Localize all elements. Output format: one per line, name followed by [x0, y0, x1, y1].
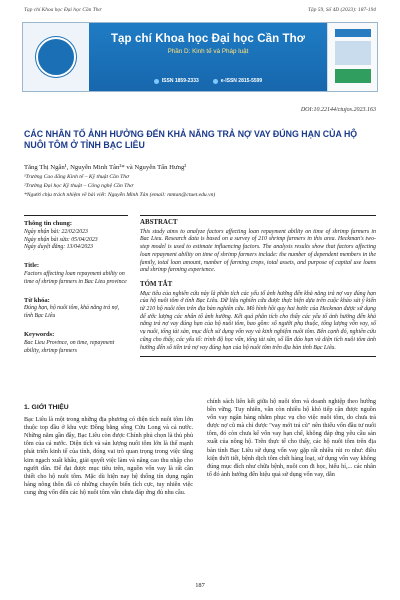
- divider: [140, 356, 376, 357]
- authors: Tăng Thị Ngân¹, Nguyễn Minh Tân²* và Nguyễn Tấn Hưng²: [24, 164, 187, 171]
- tom-tat-text: Mục tiêu của nghiên cứu này là phân tích các yếu tố ảnh hưởng đến khả năng trả nợ vay đúng hạn của hộ nuôi tôm ở tỉnh Bạc Liêu. Dữ liệu nghiên cứu được thực hiện dựa trên cuộc khảo sát ý kiến từ 210 hộ nuôi tôm trên địa bàn nghiên cứu. Mô hình hồi quy hai bước của Heckman được sử dụng để ước lượng các nhân tố ảnh hưởng. Kết quả phân tích cho thấy các yếu tố ảnh hưởng đến khả năng trả nợ vay đúng hạn của hộ nuôi tôm, bao gồm: số người phụ thuộc, tổng lượng vốn vay, số vụ nuôi, tổng tài sản, mục đích sử dụng vốn vay và kinh nghiệm nuôi tôm. Bên cạnh đó, nghiên cứu cũng cho thấy, các yếu tố: trình độ học vấn, tổng tài sản, số lần đáo hạn và diện tích nuôi tôm ảnh hưởng đến số tiền trả nợ vay đúng hạn của hộ nuôi tôm trên địa bàn tỉnh Bạc Liêu.: [140, 290, 376, 351]
- article-info-sidebar: [24, 215, 128, 355]
- body-column-right: [207, 398, 376, 497]
- issn-dot-icon: [213, 79, 218, 84]
- abstract-column: [140, 215, 376, 357]
- revised-date: Ngày nhận bài sửa: 05/04/2023: [24, 236, 98, 243]
- running-head-journal: Tạp chí Khoa học Đại học Cần Thơ: [24, 7, 102, 13]
- divider: [140, 215, 376, 216]
- running-head: [24, 7, 376, 17]
- issn-dot-icon: [154, 79, 159, 84]
- issn-online: e-ISSN 2815-5599: [213, 78, 262, 84]
- logo-box: [23, 23, 89, 91]
- cover-footer-band: [335, 69, 371, 83]
- body-text: [24, 398, 376, 497]
- issn-bar: [109, 76, 307, 86]
- cover-header-band: [335, 29, 371, 37]
- running-head-volume: Tập 59, Số 4D (2023): 187-194: [308, 7, 376, 13]
- intro-paragraph-2: chính sách liên kết giữa hộ nuôi tôm và doanh nghiệp theo hướng bền vững. Tuy nhiên, vẫn còn nhiều hộ khó tiếp cận được nguồn vốn vay ngân hàng nhằm phục vụ cho việc nuôi tôm, do chưa trả được nợ cũ mà chỉ được "vay mới trả cũ" nên thiếu vốn đầu tư nuôi tôm, đó còn chưa kể vốn vay hạn chế, không đáp ứng yêu cầu sản xuất của nông hộ. Trên thực tế cho thấy, các hộ nuôi tôm trên địa bàn tỉnh Bạc Liêu sử dụng vốn vay gặp rất nhiều rủi ro như: điều kiện thời tiết, bệnh dịch tôm chết hàng loạt, sử dụng vốn vay không đúng mục đích như chữa bệnh, nuôi con đi học, hiếu hỉ,... các nhân tố đó ảnh hưởng đến hiệu quả sử dụng vốn vay, dẫn: [207, 398, 376, 478]
- corresponding-author: *Người chịu trách nhiệm về bài viết: Nguyễn Minh Tân (email: nmtan@ctuet.edu.vn): [24, 192, 216, 198]
- section-heading-intro: 1. GIỚI THIỆU: [24, 404, 69, 411]
- intro-paragraph-1: Bạc Liêu là một trong những địa phương có diện tích nuôi tôm lớn thuộc top đầu ở khu vực Đồng bằng sông Cửu Long và cả nước. Những năm gần đây, Bạc Liêu còn được Chính phủ chọn là thủ phủ tôm của cả nước. Diện tích và sản lượng nuôi tôm lớn là thế mạnh phát triển kinh tế của tỉnh, đóng vai trò quan trọng trong việc tăng kim ngạch xuất khẩu, giải quyết việc làm và nâng cao thu nhập cho người dân. Để đạt được mục tiêu trên, nguồn vốn vay là rất cần thiết cho hộ nuôi tôm. Mặc dù hiện nay hệ thống tín dụng ngân hàng nông thôn đã có những chuyển biến tích cực, tuy nhiên việc cung ứng vốn đến các hộ nuôi tôm vẫn chưa đáp ứng đủ nhu cầu.: [24, 416, 193, 496]
- keywords-en-label: Keywords:: [24, 330, 55, 338]
- abstract-heading: ABSTRACT: [140, 219, 178, 226]
- issn-print: ISSN 1859-2333: [154, 78, 199, 84]
- keywords-vi-label: Từ khóa:: [24, 296, 50, 304]
- accepted-date: Ngày duyệt đăng: 13/04/2023: [24, 244, 94, 251]
- banner-center: [89, 23, 327, 91]
- page-number: 187: [195, 582, 205, 589]
- title-en: Factors affecting loan repayment ability on time of shrimp farmers in Bac Lieu province: [24, 270, 127, 285]
- keywords-vi: Đúng hạn, hộ nuôi tôm, khả năng trả nợ, tỉnh Bạc Liêu: [24, 305, 120, 320]
- abstract-text: This study aims to analyze factors affecting loan repayment ability on time of shrimp farmers in Bac Lieu. Research data is based on a survey of 210 shrimp farmers in this area. Heckman's two-step model is used to estimate influencing factors. The analysis results show that factors affecting loan repayment ability on time of shrimp farmers include: the number of dependent members in the family, total loan amount, number of farming crops, total assets, and purpose of capital use loans and shrimp farming experience.: [140, 228, 376, 274]
- journal-banner: [22, 22, 378, 92]
- banner-title: Tạp chí Khoa học Đại học Cần Thơ: [110, 33, 306, 45]
- journal-cover-thumbnail: [327, 23, 377, 91]
- received-date: Ngày nhận bài: 22/02/2023: [24, 228, 88, 235]
- body-column-left: [24, 398, 193, 497]
- title-en-label: Title:: [24, 262, 40, 270]
- divider: [24, 215, 128, 216]
- banner-subtitle: Phần D: Kinh tế và Pháp luật: [167, 48, 249, 55]
- keywords-en: Bac Lieu Province, on time, repayment ability, shrimp farmers: [24, 339, 115, 354]
- affiliation-2: ²Trường Đại học Kỹ thuật – Công nghệ Cần Thơ: [24, 183, 134, 189]
- affiliation-1: ¹Trường Cao đẳng Kinh tế – Kỹ thuật Cần Thơ: [24, 174, 130, 180]
- cover-image-area: [335, 41, 371, 65]
- article-info-heading: Thông tin chung:: [24, 220, 73, 227]
- university-logo-icon: [36, 37, 76, 77]
- article-title: CÁC NHÂN TỐ ẢNH HƯỞNG ĐẾN KHẢ NĂNG TRẢ NỢ VAY ĐÚNG HẠN CỦA HỘ NUÔI TÔM Ở TỈNH BẠC LIÊU: [24, 129, 358, 150]
- tom-tat-heading: TÓM TẮT: [140, 280, 173, 288]
- doi[interactable]: DOI:10.22144/ctujos.2023.163: [300, 107, 376, 113]
